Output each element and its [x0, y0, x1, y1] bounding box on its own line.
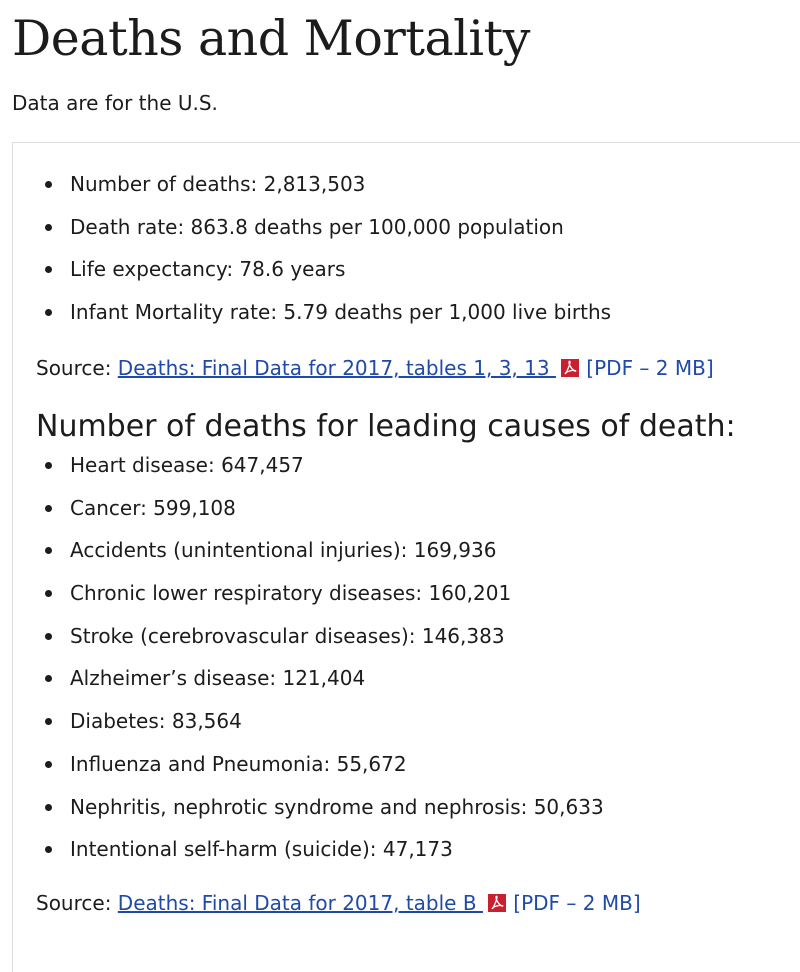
- list-item: Influenza and Pneumonia: 55,672: [13, 750, 604, 793]
- list-item: Intentional self-harm (suicide): 47,173: [13, 835, 604, 878]
- summary-list: [13, 170, 611, 341]
- leading-causes-source: [36, 889, 641, 917]
- source-label: Source:: [36, 356, 118, 380]
- list-item: Stroke (cerebrovascular diseases): 146,383: [13, 622, 604, 665]
- pdf-size-note: [PDF – 2 MB]: [506, 891, 641, 915]
- pdf-file-icon: [487, 892, 507, 912]
- list-item: Heart disease: 647,457: [13, 451, 604, 494]
- list-item: Accidents (unintentional injuries): 169,936: [13, 536, 604, 579]
- summary-source: [36, 354, 714, 382]
- list-item: Death rate: 863.8 deaths per 100,000 population: [13, 213, 611, 256]
- list-item: Cancer: 599,108: [13, 494, 604, 537]
- source-label: Source:: [36, 891, 118, 915]
- leading-causes-list: [13, 451, 604, 878]
- list-item: Life expectancy: 78.6 years: [13, 255, 611, 298]
- leading-causes-heading: Number of deaths for leading causes of death:: [36, 409, 736, 444]
- list-item: Infant Mortality rate: 5.79 deaths per 1,000 live births: [13, 298, 611, 341]
- page-subtitle: Data are for the U.S.: [12, 91, 218, 115]
- list-item: Alzheimer’s disease: 121,404: [13, 664, 604, 707]
- list-item: Number of deaths: 2,813,503: [13, 170, 611, 213]
- list-item: Nephritis, nephrotic syndrome and nephrosis: 50,633: [13, 793, 604, 836]
- summary-source-link[interactable]: Deaths: Final Data for 2017, tables 1, 3, 13: [117, 356, 556, 380]
- page-title: Deaths and Mortality: [12, 10, 530, 67]
- pdf-size-note: [PDF – 2 MB]: [579, 356, 714, 380]
- list-item: Chronic lower respiratory diseases: 160,201: [13, 579, 604, 622]
- list-item: Diabetes: 83,564: [13, 707, 604, 750]
- pdf-file-icon: [560, 357, 580, 377]
- content-panel: [12, 142, 800, 972]
- leading-causes-source-link[interactable]: Deaths: Final Data for 2017, table B: [117, 891, 483, 915]
